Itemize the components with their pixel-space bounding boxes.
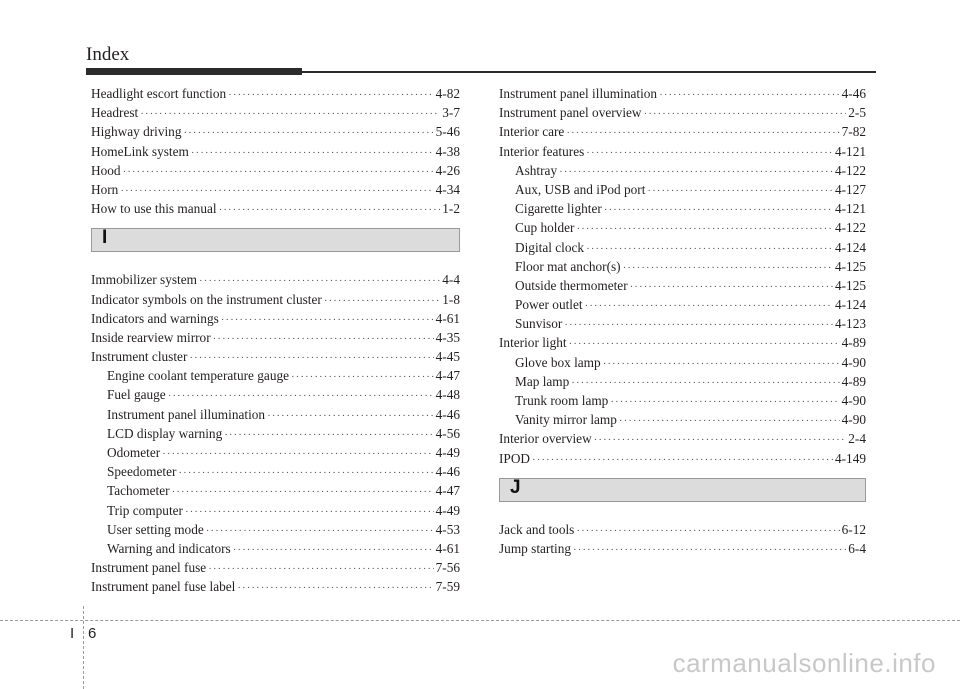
index-subentry: Speedometer ····· 4-46 [91,462,460,481]
index-entry: Interior features ····· 4-121 [499,142,866,161]
index-entry: Jack and tools ····· 6-12 [499,520,866,539]
index-entry: Hood ····· 4-26 [91,161,460,180]
index-subentry: Cup holder ····· 4-122 [499,218,866,237]
index-entry: Instrument cluster ····· 4-45 [91,347,460,366]
index-entry: Highway driving ····· 5-46 [91,122,460,141]
index-subentry: Glove box lamp ····· 4-90 [499,353,866,372]
index-subentry: Instrument panel illumination ····· 4-46 [91,405,460,424]
index-entry: Instrument panel fuse ····· 7-56 [91,558,460,577]
left-column [91,84,460,597]
index-subentry: Odometer ····· 4-49 [91,443,460,462]
index-entry: Interior light ····· 4-89 [499,333,866,352]
index-subentry: Trunk room lamp ····· 4-90 [499,391,866,410]
section-letter: J [510,476,521,498]
index-subentry: User setting mode ····· 4-53 [91,520,460,539]
section-header-j [499,478,866,502]
index-subentry: Tachometer ····· 4-47 [91,481,460,500]
header-rule [302,71,876,73]
index-entry: HomeLink system ····· 4-38 [91,142,460,161]
index-entry: Indicators and warnings ····· 4-61 [91,309,460,328]
header-bar [86,68,302,75]
watermark: carmanualsonline.info [672,648,936,678]
index-entry: Headrest ····· 3-7 [91,103,460,122]
index-subentry: Warning and indicators ····· 4-61 [91,539,460,558]
index-subentry: LCD display warning ····· 4-56 [91,424,460,443]
index-entry: IPOD ····· 4-149 [499,449,866,468]
index-subentry: Aux, USB and iPod port ····· 4-127 [499,180,866,199]
index-subentry: Engine coolant temperature gauge ····· 4-47 [91,366,460,385]
index-subentry: Sunvisor ····· 4-123 [499,314,866,333]
index-entry: Headlight escort function ····· 4-82 [91,84,460,103]
section-header-i [91,228,460,252]
index-subentry: Power outlet ····· 4-124 [499,295,866,314]
index-subentry: Digital clock ····· 4-124 [499,238,866,257]
index-entry: Instrument panel illumination ····· 4-46 [499,84,866,103]
index-entry: Jump starting ····· 6-4 [499,539,866,558]
index-entry: Instrument panel overview ····· 2-5 [499,103,866,122]
index-entry: Instrument panel fuse label ····· 7-59 [91,577,460,596]
index-subentry: Trip computer ····· 4-49 [91,501,460,520]
page-title: Index [86,44,130,65]
footer-section-letter: I [70,625,75,642]
index-subentry: Ashtray ····· 4-122 [499,161,866,180]
index-entry: Interior overview ····· 2-4 [499,429,866,448]
footer-page-number: 6 [88,625,97,642]
index-entry: How to use this manual ····· 1-2 [91,199,460,218]
footer-divider [83,606,84,689]
index-entry: Indicator symbols on the instrument cluster ····· 1-8 [91,290,460,309]
index-subentry: Outside thermometer ····· 4-125 [499,276,866,295]
index-subentry: Cigarette lighter ····· 4-121 [499,199,866,218]
index-subentry: Vanity mirror lamp ····· 4-90 [499,410,866,429]
index-subentry: Floor mat anchor(s) ····· 4-125 [499,257,866,276]
index-entry: Inside rearview mirror ····· 4-35 [91,328,460,347]
index-subentry: Map lamp ····· 4-89 [499,372,866,391]
index-entry: Interior care ····· 7-82 [499,122,866,141]
index-entry: Horn ····· 4-34 [91,180,460,199]
index-subentry: Fuel gauge ····· 4-48 [91,385,460,404]
right-column [499,84,866,558]
index-entry: Immobilizer system ····· 4-4 [91,270,460,289]
footer-rule [0,620,960,621]
section-letter: I [102,227,108,249]
